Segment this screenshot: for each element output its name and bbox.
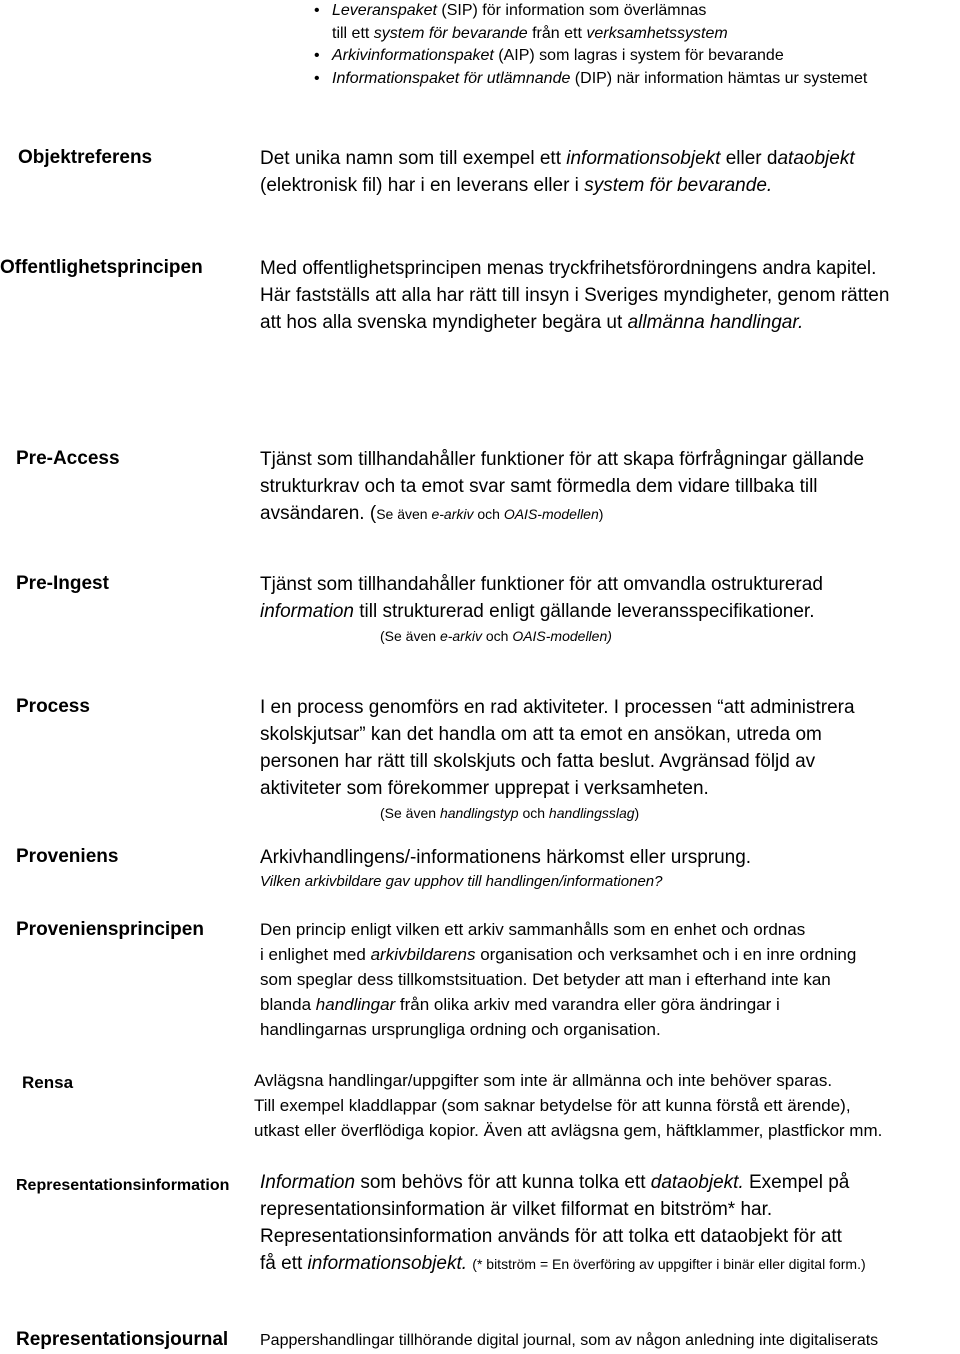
term-pre-ingest: Pre-Ingest — [16, 573, 109, 594]
definition-representationsjournal: Pappershandlingar tillhörande digital journal, som av någon anledning inte digitaliserats — [260, 1332, 879, 1349]
bullet-item: • Informationspaket för utlämnande (DIP) när information hämtas ur systemet — [318, 68, 948, 91]
definition-proveniensprincipen: Den princip enligt vilken ett arkiv sammanhålls som en enhet och ordnas i enlighet med arkivbildarens organisation och verksamhet och i en inre ordning som speglar dess tillkomstsituation. Det betyder att man i efterhand inte kan blanda handlingar från olika arkiv med varandra eller göra ändringar i handlingarnas ursprungliga ordning och organisation. — [260, 920, 857, 1039]
definition-rensa: Avlägsna handlingar/uppgifter som inte är allmänna och inte behöver sparas. Till exempel kladdlappar (som saknar betydelse för att kunna förstå ett ärende), utkast eller överflödiga kopior. Även att avlägsna gem, häftklammer, plastfickor mm. — [254, 1071, 883, 1140]
bullet-list — [318, 0, 948, 90]
definition-proveniens: Arkivhandlingens/-informationens härkomst eller ursprung. Vilken arkivbildare gav upphov till handlingen/informationen? — [260, 847, 752, 890]
definition-representationsinformation: Information som behövs för att kunna tolka ett dataobjekt. Exempel på representationsinformation är vilket filformat en bitström* har. Representationsinformation används för att tolka ett dataobjekt för att få ett informationsobjekt. (* bitström = En överföring av uppgifter i binär eller digital form.) — [260, 1172, 866, 1274]
term-objektreferens: Objektreferens — [18, 147, 153, 168]
definition-pre-ingest: Tjänst som tillhandahåller funktioner för att omvandla ostrukturerad information till strukturerad enligt gällande leveransspecifikationer. (Se även e-arkiv och OAIS-modellen) — [260, 574, 823, 644]
term-pre-access: Pre-Access — [16, 448, 120, 469]
bullet-item: • Leveranspaket (SIP) för information som överlämnas — [318, 0, 948, 23]
term-rensa: Rensa — [22, 1073, 74, 1092]
definition-process: I en process genomförs en rad aktiviteter. I processen “att administrera skolskjutsar” kan det handla om att ta emot en ansökan, utreda om personen har rätt till skolskjuts och fatta beslut. Avgränsad följd av aktiviteter som förekommer upprepat i verksamheten. (Se även handlingstyp och handlingsslag) — [260, 697, 855, 821]
term-representationsinformation: Representationsinformation — [16, 1177, 230, 1194]
bullet-item: • Arkivinformationspaket (AIP) som lagras i system för bevarande — [318, 45, 948, 68]
definition-pre-access: Tjänst som tillhandahåller funktioner för att skapa förfrågningar gällande strukturkrav och ta emot svar samt förmedla dem vidare tillbaka till avsändaren. (Se även e-arkiv och OAIS-modellen) — [260, 449, 865, 524]
term-process: Process — [16, 696, 90, 717]
bullet-item-continuation: till ett system för bevarande från ett verksamhetssystem — [332, 24, 728, 42]
definition-objektreferens: Det unika namn som till exempel ett informationsobjekt eller dataobjekt (elektronisk fil) har i en leverans eller i system för bevarande. — [260, 148, 855, 196]
definition-offentlighetsprincipen: Med offentlighetsprincipen menas tryckfrihetsförordningens andra kapitel. Här fastställs att alla har rätt till insyn i Sveriges myndigheter, genom rätten att hos alla svenska myndigheter begära ut allmänna handlingar. — [260, 258, 890, 333]
term-proveniensprincipen: Proveniensprincipen — [16, 919, 204, 940]
term-representationsjournal: Representationsjournal — [16, 1329, 229, 1350]
term-offentlighetsprincipen: Offentlighetsprincipen — [0, 257, 203, 278]
term-proveniens: Proveniens — [16, 846, 119, 867]
